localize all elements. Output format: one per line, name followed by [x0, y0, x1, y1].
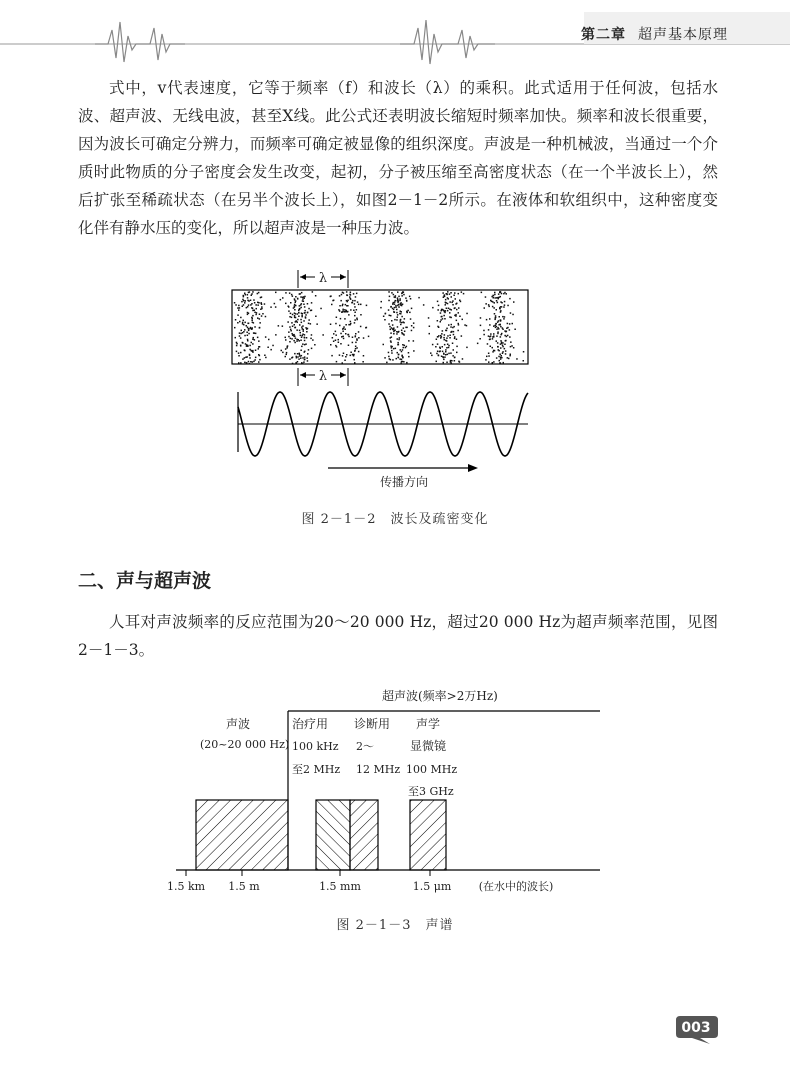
chapter-title: 超声基本原理 — [638, 27, 728, 43]
therapy-bar — [316, 800, 350, 870]
lambda-label-top: λ — [318, 271, 328, 286]
axis-label: 1.5 μm — [412, 880, 452, 893]
paragraph-text: 人耳对声波频率的反应范围为20～20 000 Hz，超过20 000 Hz为超声频率范围，见图2－1－3。 — [78, 613, 718, 659]
axis-label: 1.5 mm — [319, 880, 361, 893]
diagnosis-range-1: 2～ — [356, 740, 374, 753]
wavelength-figure — [220, 262, 550, 492]
running-head — [581, 24, 728, 44]
paragraph-text: 式中，v代表速度，它等于频率（f）和波长（λ）的乘积。此式适用于任何波，包括水波、超声波、无线电波，甚至X线。此公式还表明波长缩短时频率加快。频率和波长很重要，因为波长可确定分辨力，而频率可确定被显像的组织深度。声波是一种机械波，当通过一个介质时此物质的分子密度会发生改变，起初，分子被压缩至高密度状态（在一个半波长上），然后扩张至稀疏状态（在另半个波长上），如图2－1－2所示。在液体和软组织中，这种密度变化伴有静水压的变化，所以超声波是一种压力波。 — [78, 79, 718, 237]
axis-label: (在水中的波长) — [478, 880, 554, 893]
microscope-range-1: 100 MHz — [406, 763, 458, 776]
therapy-range-1: 100 kHz — [292, 740, 339, 753]
body-paragraph-2 — [78, 608, 718, 664]
axis-label: 1.5 km — [166, 880, 206, 893]
sound-bar — [196, 800, 288, 870]
heartbeat-icon — [95, 22, 185, 62]
therapy-range-2: 至2 MHz — [292, 763, 341, 776]
microscope-bar — [410, 800, 446, 870]
direction-label: 传播方向 — [380, 475, 429, 489]
chapter-number: 第二章 — [581, 27, 626, 43]
sound-range: (20~20 000 Hz) — [200, 738, 290, 751]
axis-label: 1.5 m — [228, 880, 260, 893]
diagnosis-range-2: 12 MHz — [356, 763, 401, 776]
body-paragraph-1 — [78, 74, 718, 242]
microscope-label-1: 声学 — [416, 717, 441, 731]
section-heading: 二、声与超声波 — [78, 570, 212, 592]
page-number-badge — [676, 1014, 720, 1044]
figure-caption-2: 图 2－1－3 声谱 — [336, 918, 454, 933]
microscope-label-2: 显微镜 — [410, 739, 447, 753]
sound-spectrum-figure — [160, 678, 620, 898]
microscope-range-2: 至3 GHz — [408, 785, 454, 798]
density-band — [232, 290, 528, 364]
therapy-label: 治疗用 — [292, 717, 329, 731]
sound-label: 声波 — [226, 717, 251, 731]
lambda-label-bottom: λ — [318, 369, 328, 384]
diagnosis-label: 诊断用 — [354, 717, 391, 731]
page-number: 003 — [681, 1020, 711, 1036]
diagnosis-bar — [350, 800, 378, 870]
ultrasound-header: 超声波(频率>2万Hz) — [382, 689, 498, 703]
figure-caption-1: 图 2－1－2 波长及疏密变化 — [301, 512, 489, 527]
heartbeat-icon — [400, 20, 495, 64]
